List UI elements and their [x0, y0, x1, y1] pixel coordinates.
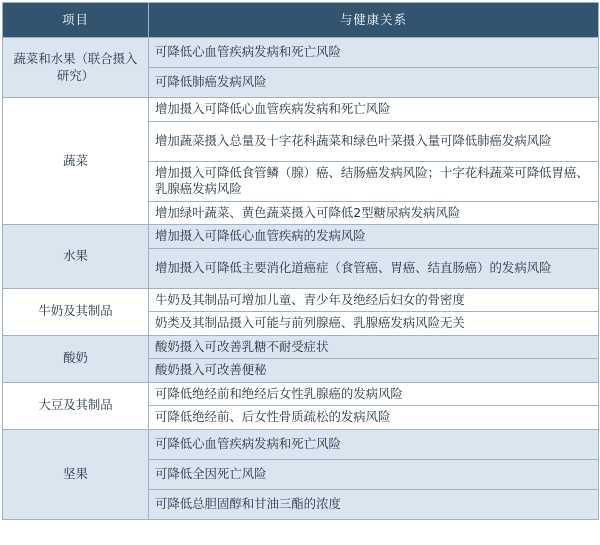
table-row — [3, 335, 599, 359]
relation-cell: 可降低绝经前、后女性骨质疏松的发病风险 — [149, 406, 599, 430]
relation-cell: 增加摄入可降低心血管疾病的发病风险 — [149, 225, 599, 249]
relation-cell: 可降低总胆固醇和甘油三酯的浓度 — [149, 489, 599, 519]
relation-cell: 可降低心血管疾病发病和死亡风险 — [149, 429, 599, 459]
category-cell: 大豆及其制品 — [3, 382, 149, 429]
category-cell: 水果 — [3, 225, 149, 289]
table-row — [3, 38, 599, 68]
relation-cell: 可降低绝经前和绝经后女性乳腺癌的发病风险 — [149, 382, 599, 406]
relation-cell: 酸奶摄入可改善便秘 — [149, 359, 599, 383]
table-row — [3, 225, 599, 249]
health-relation-table — [2, 2, 599, 520]
relation-cell: 增加蔬菜摄入总量及十字花科蔬菜和绿色叶菜摄入量可降低肺癌发病风险 — [149, 121, 599, 161]
relation-cell: 增加绿叶蔬菜、黄色蔬菜摄入可降低2型糖尿病发病风险 — [149, 201, 599, 225]
table-body — [3, 38, 599, 520]
header-item: 项目 — [3, 3, 149, 38]
header-row — [3, 3, 599, 38]
relation-cell: 增加摄入可降低心血管疾病发病和死亡风险 — [149, 98, 599, 122]
relation-cell: 奶类及其制品摄入可能与前列腺癌、乳腺癌发病风险无关 — [149, 312, 599, 336]
category-cell: 蔬菜 — [3, 98, 149, 225]
table-row — [3, 98, 599, 122]
category-cell: 酸奶 — [3, 335, 149, 382]
header-health-relation: 与健康关系 — [149, 3, 599, 38]
table-row — [3, 429, 599, 459]
category-cell: 坚果 — [3, 429, 149, 519]
table-row — [3, 382, 599, 406]
relation-cell: 增加摄入可降低主要消化道癌症（食管癌、胃癌、结直肠癌）的发病风险 — [149, 248, 599, 288]
relation-cell: 增加摄入可降低食管鳞（腺）癌、结肠癌发病风险；十字花科蔬菜可降低胃癌、乳腺癌发病风险 — [149, 161, 599, 201]
relation-cell: 可降低心血管疾病发病和死亡风险 — [149, 38, 599, 68]
relation-cell: 牛奶及其制品可增加儿童、青少年及绝经后妇女的骨密度 — [149, 288, 599, 312]
relation-cell: 酸奶摄入可改善乳糖不耐受症状 — [149, 335, 599, 359]
table-header — [3, 3, 599, 38]
category-cell: 蔬菜和水果（联合摄入研究） — [3, 38, 149, 98]
relation-cell: 可降低肺癌发病风险 — [149, 68, 599, 98]
table-row — [3, 288, 599, 312]
category-cell: 牛奶及其制品 — [3, 288, 149, 335]
relation-cell: 可降低全因死亡风险 — [149, 459, 599, 489]
